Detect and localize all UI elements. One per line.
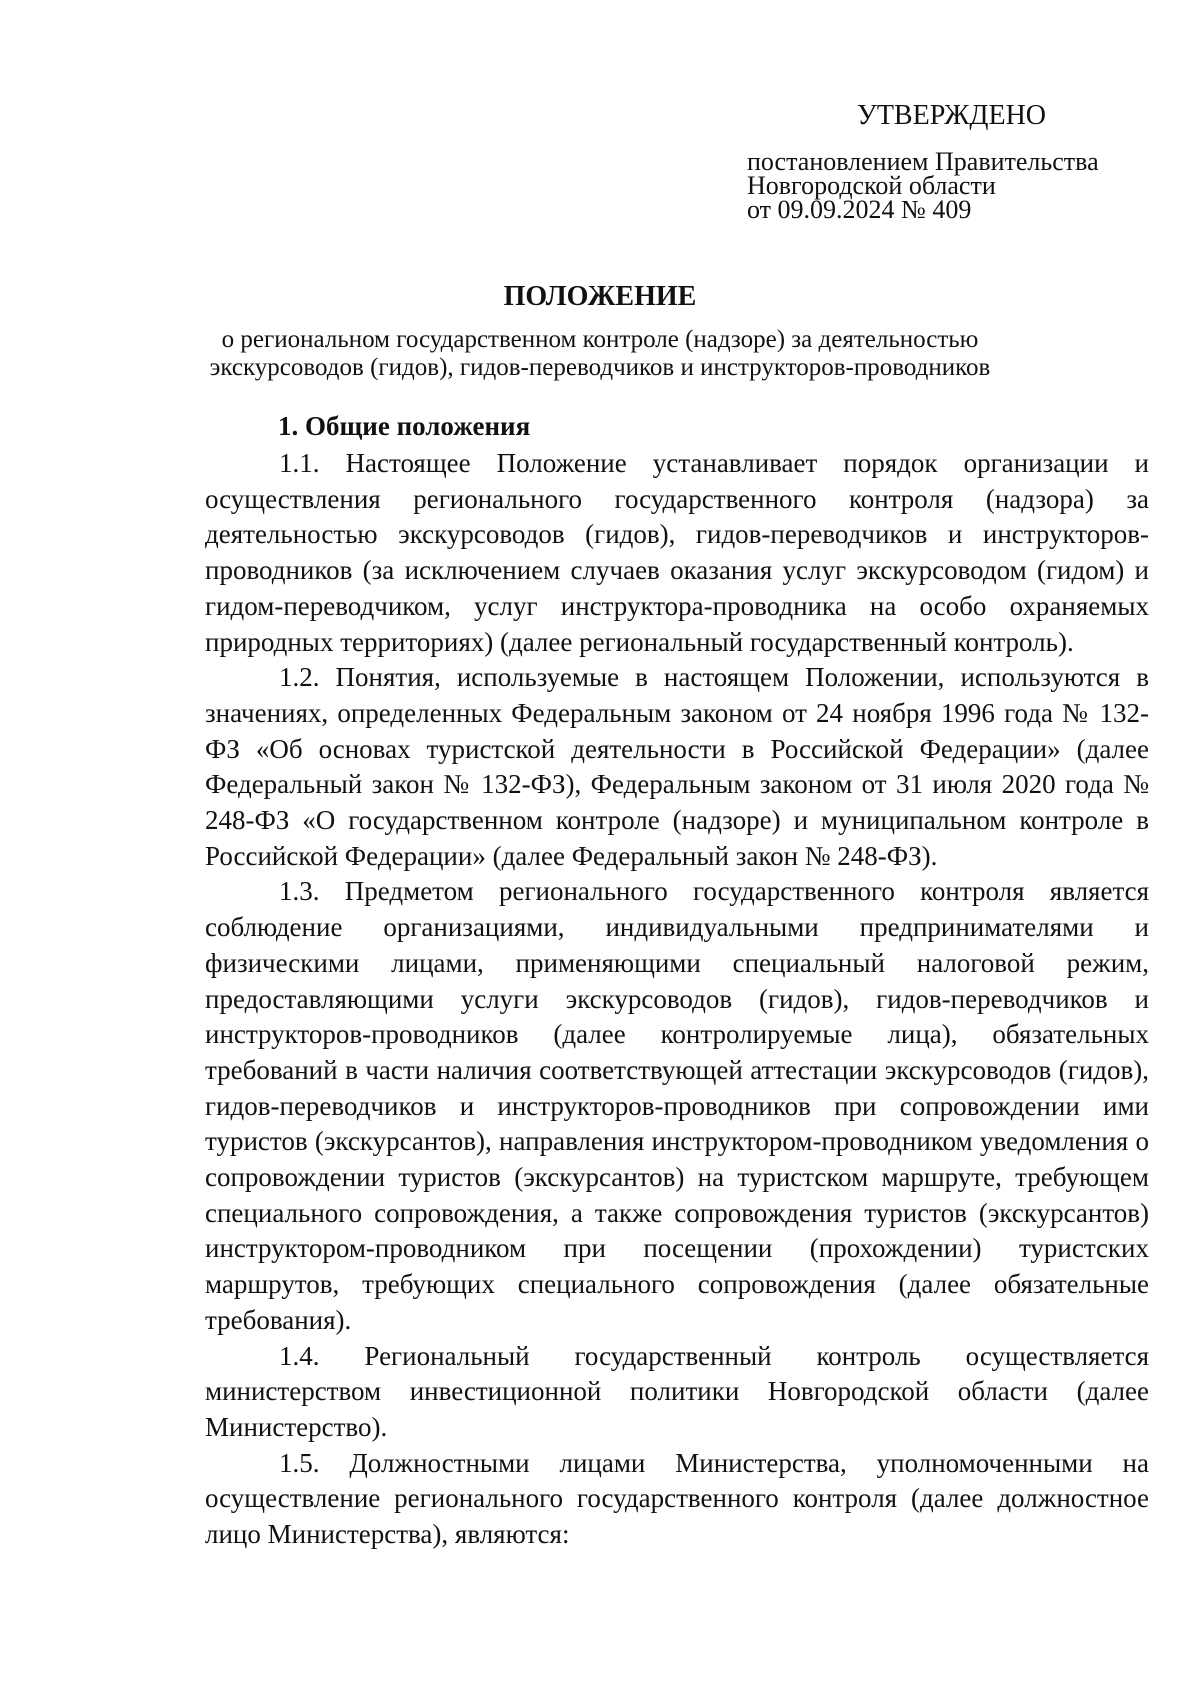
paragraph-1-5: 1.5. Должностными лицами Министерства, уполномоченными на осуществление регионального государственного контроля (далее должностное лицо Министерства), являются: (205, 1447, 1149, 1550)
section-body (205, 446, 1149, 1553)
approval-line-3: от 09.09.2024 № 409 (747, 195, 972, 224)
section-heading: 1. Общие положения (278, 411, 531, 441)
document-subtitle (0, 326, 1200, 382)
paragraph-1-1: 1.1. Настоящее Положение устанавливает порядок организации и осуществления регионального государственного контроля (надзора) за деятельностью экскурсоводов (гидов), гидов-переводчиков и инструкторов-проводников (за исключением случаев оказания услуг экскурсоводом (гидом) и гидом-переводчиком, услуг инструктора-проводника на особо охраняемых природных территориях) (далее региональный государственный контроль). (205, 448, 1149, 657)
document-subtitle-line-1: о региональном государственном контроле (надзоре) за деятельностью (221, 326, 979, 353)
approval-line-1: постановлением Правительства (747, 147, 1099, 176)
approval-title: УТВЕРЖДЕНО (857, 100, 1047, 131)
approval-line-2: Новгородской области (747, 171, 996, 200)
document-title: ПОЛОЖЕНИЕ (503, 281, 697, 312)
paragraph-1-2: 1.2. Понятия, используемые в настоящем Положении, используются в значениях, определенных Федеральным законом от 24 ноября 1996 года № 132-ФЗ «Об основах туристской деятельности в Российской Федерации» (далее Федеральный закон № 132-ФЗ), Федеральным законом от 31 июля 2020 года № 248-ФЗ «О государственном контроле (надзоре) и муниципальном контроле в Российской Федерации» (далее Федеральный закон № 248-ФЗ). (205, 662, 1149, 871)
paragraph-1-4: 1.4. Региональный государственный контроль осуществляется министерством инвестиционной политики Новгородской области (далее Министерство). (205, 1340, 1149, 1442)
paragraph-1-3: 1.3. Предметом регионального государственного контроля является соблюдение организациями, индивидуальными предпринимателями и физическими лицами, применяющими специальный налоговой режим, предоставляющими услуги экскурсоводов (гидов), гидов-переводчиков и инструкторов-проводников (далее контролируемые лица), обязательных требований в части наличия соответствующей аттестации экскурсоводов (гидов), гидов-переводчиков и инструкторов-проводников при сопровождении ими туристов (экскурсантов), направления инструктором-проводником уведомления о сопровождении туристов (экскурсантов) на туристском маршруте, требующем специального сопровождения, а также сопровождения туристов (экскурсантов) инструктором-проводником при посещении (прохождении) туристских маршрутов, требующих специального сопровождения (далее обязательные требования). (205, 876, 1149, 1335)
document-subtitle-line-2: экскурсоводов (гидов), гидов-переводчиков и инструкторов-проводников (209, 354, 991, 381)
approval-stamp (747, 100, 1167, 224)
